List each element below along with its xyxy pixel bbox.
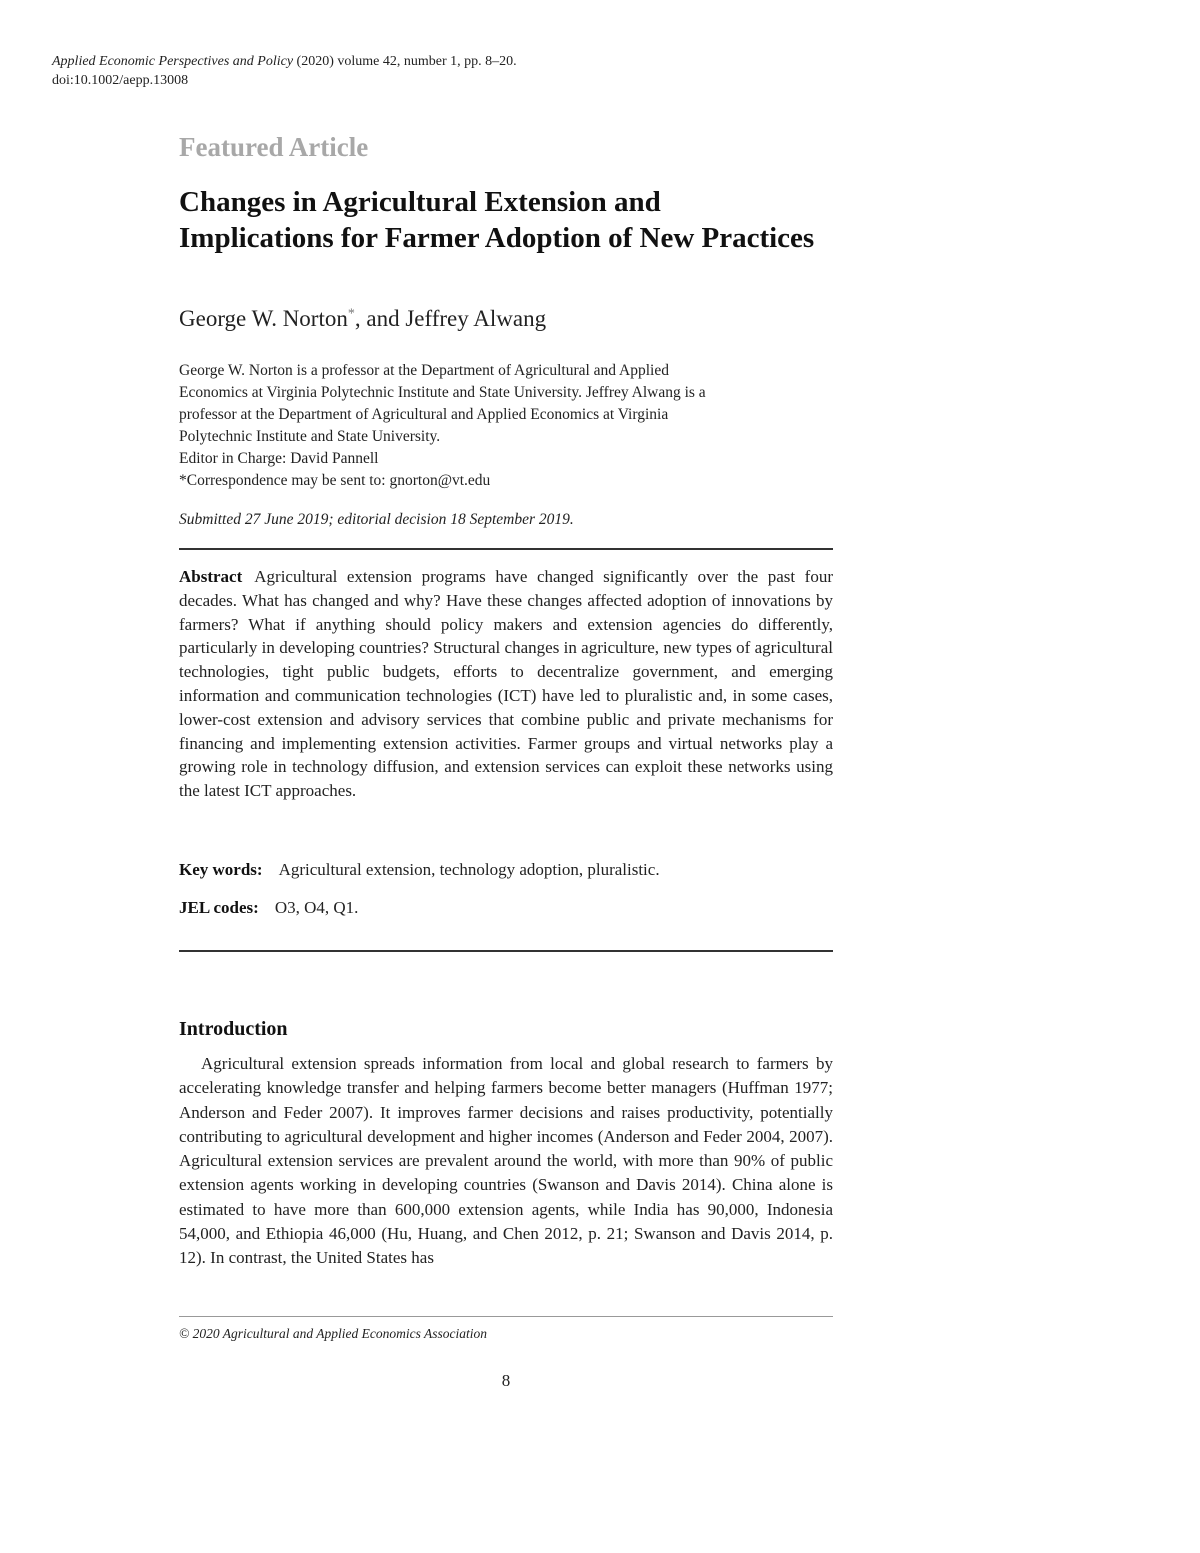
citation-details: (2020) volume 42, number 1, pp. 8–20. bbox=[293, 54, 517, 69]
section-label: Featured Article bbox=[179, 132, 369, 162]
correspondence-marker: * bbox=[347, 306, 355, 322]
article-title: Changes in Agricultural Extension and Implications for Farmer Adoption of New Practices bbox=[179, 186, 815, 254]
correspondence-line: *Correspondence may be sent to: gnorton@vt.edu bbox=[179, 472, 491, 489]
copyright-notice: © 2020 Agricultural and Applied Economics Association bbox=[179, 1326, 487, 1341]
keywords-text: Agricultural extension, technology adoption, pluralistic. bbox=[278, 860, 660, 879]
author-first: George W. Norton bbox=[179, 306, 348, 331]
divider-bottom bbox=[179, 950, 833, 952]
keywords-label: Key words: bbox=[179, 860, 263, 879]
doi[interactable]: doi:10.1002/aepp.13008 bbox=[52, 73, 189, 88]
affiliation-line: George W. Norton is a professor at the Department of Agricultural and Applied bbox=[179, 362, 669, 379]
abstract-text: Agricultural extension programs have changed significantly over the past four decades. What has changed and why? Have these changes affected adoption of innovations by farmers? What if anything should policy makers and extension agencies do differently, particularly in developing countries? Structural changes in agriculture, new types of agricultural technologies, tight public budgets, efforts to decentralize government, and emerging information and communication technologies (ICT) have led to pluralistic and, in some cases, lower-cost extension and advisory services that combine public and private mechanisms for financing and implementing extension activities. Farmer groups and virtual networks play a growing role in technology diffusion, and extension services can exploit these networks using the latest ICT approaches. bbox=[179, 567, 833, 801]
author-rest: , and Jeffrey Alwang bbox=[354, 306, 547, 331]
abstract-label: Abstract bbox=[179, 567, 243, 586]
abstract bbox=[179, 565, 833, 803]
section-heading: Introduction bbox=[179, 1018, 288, 1040]
jel-label: JEL codes: bbox=[179, 898, 259, 917]
editor-line: Editor in Charge: David Pannell bbox=[179, 450, 379, 467]
jel-codes bbox=[179, 898, 358, 918]
journal-citation bbox=[52, 52, 517, 90]
jel-text: O3, O4, Q1. bbox=[274, 898, 359, 917]
author-line bbox=[179, 306, 546, 332]
journal-name: Applied Economic Perspectives and Policy bbox=[52, 54, 294, 69]
affiliation-line: Polytechnic Institute and State University. bbox=[179, 428, 441, 445]
footnote-rule bbox=[179, 1316, 833, 1317]
affiliation-line: professor at the Department of Agricultural and Applied Economics at Virginia bbox=[179, 406, 669, 423]
affiliation-block bbox=[179, 360, 839, 492]
affiliation-line: Economics at Virginia Polytechnic Institute and State University. Jeffrey Alwang is a bbox=[179, 384, 706, 401]
divider-top bbox=[179, 548, 833, 550]
submission-dates: Submitted 27 June 2019; editorial decision 18 September 2019. bbox=[179, 511, 574, 528]
page-number: 8 bbox=[501, 1371, 511, 1390]
keywords bbox=[179, 860, 660, 880]
intro-paragraph: Agricultural extension spreads information from local and global research to farmers by accelerating knowledge transfer and helping farmers become better managers (Huffman 1977; Anderson and Feder 2007). It improves farmer decisions and raises productivity, potentially contributing to agricultural development and higher incomes (Anderson and Feder 2004, 2007). Agricultural extension services are prevalent around the world, with more than 90% of public extension agents working in developing countries (Swanson and Davis 2014). China alone is estimated to have more than 600,000 extension agents, while India has 90,000, Indonesia 54,000, and Ethiopia 46,000 (Hu, Huang, and Chen 2012, p. 21; Swanson and Davis 2014, p. 12). In contrast, the United States has bbox=[179, 1054, 833, 1268]
